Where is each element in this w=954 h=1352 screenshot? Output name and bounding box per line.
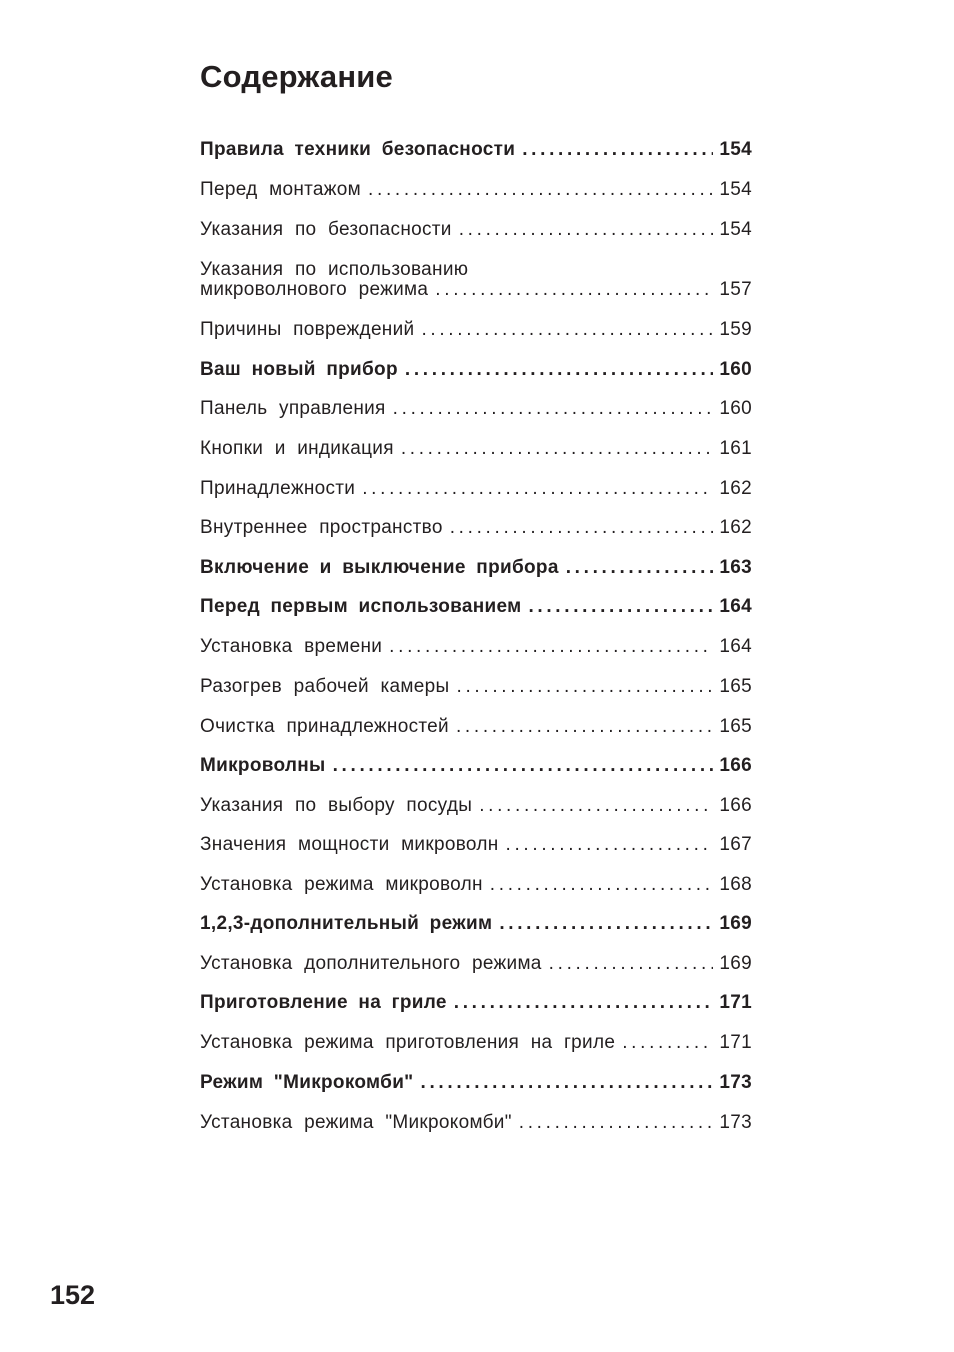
toc-entry-line	[200, 320, 752, 340]
toc-entry-page: 168	[719, 874, 752, 895]
toc-entry-page: 154	[719, 219, 752, 240]
toc-entry-line	[200, 1033, 752, 1053]
dot-leader	[499, 914, 713, 934]
toc-entry-title: Установка режима приготовления на гриле	[200, 1032, 616, 1053]
toc-entry-page: 173	[719, 1072, 752, 1093]
toc-entry[interactable]	[200, 597, 752, 617]
toc-entry-title: 1,2,3-дополнительный режим	[200, 913, 493, 934]
toc-entry[interactable]	[200, 954, 752, 974]
toc-entry-line	[200, 140, 752, 160]
toc-entry[interactable]	[200, 677, 752, 697]
toc-entry-page: 165	[719, 716, 752, 737]
toc-entry-title: Перед монтажом	[200, 179, 362, 200]
toc-entry[interactable]	[200, 220, 752, 240]
toc-entry-line	[200, 954, 752, 974]
page-number: 152	[50, 1280, 96, 1310]
toc-entry[interactable]	[200, 1113, 752, 1133]
toc-entry-page: 166	[719, 755, 752, 776]
toc-entry-line	[200, 637, 752, 657]
dot-leader	[450, 518, 714, 538]
toc-entry-page: 157	[719, 279, 752, 300]
dot-leader	[566, 558, 714, 578]
toc-entry-page: 164	[719, 636, 752, 657]
toc-entry-title: Правила техники безопасности	[200, 139, 516, 160]
toc-entry[interactable]	[200, 360, 752, 380]
toc-entry[interactable]	[200, 260, 752, 300]
dot-leader	[459, 220, 714, 240]
dot-leader	[519, 1113, 714, 1133]
toc-entry-title: Ваш новый прибор	[200, 359, 398, 380]
toc-entry-page: 169	[719, 913, 752, 934]
toc-entry[interactable]	[200, 637, 752, 657]
toc-entry[interactable]	[200, 1033, 752, 1053]
toc-entry-line	[200, 479, 752, 499]
toc-entry-title: Указания по безопасности	[200, 219, 452, 240]
toc-entry-title: Кнопки и индикация	[200, 438, 394, 459]
dot-leader	[479, 796, 713, 816]
dot-leader	[421, 320, 713, 340]
toc-entry-title: Разогрев рабочей камеры	[200, 676, 450, 697]
toc-entry-title: микроволнового режима	[200, 279, 429, 300]
dot-leader	[454, 993, 714, 1013]
toc-entry[interactable]	[200, 835, 752, 855]
toc-entry-line	[200, 597, 752, 617]
page-title: Содержание	[200, 59, 393, 94]
toc-entry-title: Режим "Микрокомби"	[200, 1072, 414, 1093]
toc-entry-line	[200, 399, 752, 419]
toc-entry-title: Перед первым использованием	[200, 596, 522, 617]
toc-entry-line	[200, 835, 752, 855]
toc-entry-title: Установка дополнительного режима	[200, 953, 542, 974]
toc-entry-line	[200, 717, 752, 737]
toc-entry-title: Приготовление на гриле	[200, 992, 447, 1013]
toc-entry-page: 164	[719, 596, 752, 617]
dot-leader	[405, 360, 714, 380]
toc-entry-title: Установка режима "Микрокомби"	[200, 1112, 512, 1133]
toc-entry-line	[200, 280, 752, 300]
toc-entry[interactable]	[200, 180, 752, 200]
toc-entry[interactable]	[200, 717, 752, 737]
toc-entry-title: Установка режима микроволн	[200, 874, 483, 895]
toc-entry-title: Принадлежности	[200, 478, 356, 499]
dot-leader	[401, 439, 714, 459]
toc-entry[interactable]	[200, 914, 752, 934]
dot-leader	[522, 140, 713, 160]
toc-entry-line	[200, 1073, 752, 1093]
dot-leader	[435, 280, 713, 300]
dot-leader	[528, 597, 713, 617]
toc-entry-line	[200, 756, 752, 776]
toc-entry-title: Установка времени	[200, 636, 383, 657]
toc-entry-line	[200, 677, 752, 697]
toc-entry[interactable]	[200, 875, 752, 895]
toc-entry[interactable]	[200, 1073, 752, 1093]
toc-entry-title: Указания по выбору посуды	[200, 795, 473, 816]
dot-leader	[549, 954, 714, 974]
toc-entry-title: Панель управления	[200, 398, 386, 419]
toc-entry-page: 154	[719, 179, 752, 200]
dot-leader	[389, 637, 713, 657]
toc-entry[interactable]	[200, 479, 752, 499]
dot-leader	[393, 399, 714, 419]
toc-entry-line	[200, 1113, 752, 1133]
toc-entry[interactable]	[200, 993, 752, 1013]
toc-entry-page: 159	[719, 319, 752, 340]
toc-entry-line	[200, 558, 752, 578]
toc-entry-page: 154	[719, 139, 752, 160]
toc-entry-line	[200, 914, 752, 934]
toc-entry-line	[200, 360, 752, 380]
toc-entry-title: Включение и выключение прибора	[200, 557, 559, 578]
dot-leader	[368, 180, 713, 200]
toc-entry-title: Очистка принадлежностей	[200, 716, 449, 737]
toc-entry[interactable]	[200, 439, 752, 459]
toc-entry-page: 166	[719, 795, 752, 816]
toc-entry-page: 173	[719, 1112, 752, 1133]
toc-entry-title: Причины повреждений	[200, 319, 415, 340]
toc-entry-line	[200, 875, 752, 895]
toc-entry[interactable]	[200, 756, 752, 776]
toc-entry-page: 167	[719, 834, 752, 855]
toc-entry-line	[200, 518, 752, 538]
toc-entry-page: 169	[719, 953, 752, 974]
toc-entry-page: 162	[719, 478, 752, 499]
dot-leader	[333, 756, 714, 776]
toc-entry-page: 171	[719, 1032, 752, 1053]
toc-entry-line	[200, 220, 752, 240]
toc-entry[interactable]	[200, 399, 752, 419]
toc-entry-page: 160	[719, 398, 752, 419]
dot-leader	[456, 717, 713, 737]
toc-entry-page: 163	[719, 557, 752, 578]
toc-entry-title-first-line: Указания по использованию	[200, 259, 469, 280]
dot-leader	[490, 875, 714, 895]
toc-entry-page: 160	[719, 359, 752, 380]
toc-entry-line	[200, 796, 752, 816]
dot-leader	[506, 835, 714, 855]
dot-leader	[622, 1033, 713, 1053]
toc-entry-title: Микроволны	[200, 755, 326, 776]
toc-entry-page: 161	[719, 438, 752, 459]
toc-entry-page: 162	[719, 517, 752, 538]
toc-entry-page: 171	[719, 992, 752, 1013]
toc-entry[interactable]	[200, 796, 752, 816]
toc-entry-line	[200, 993, 752, 1013]
dot-leader	[362, 479, 713, 499]
dot-leader	[420, 1073, 713, 1093]
dot-leader	[456, 677, 713, 697]
toc-entry-title: Внутреннее пространство	[200, 517, 443, 538]
toc-entry-line	[200, 439, 752, 459]
toc-entry-line	[200, 180, 752, 200]
toc-entry-page: 165	[719, 676, 752, 697]
toc-entry[interactable]	[200, 140, 752, 160]
toc-entry-title: Значения мощности микроволн	[200, 834, 499, 855]
toc-entry[interactable]	[200, 518, 752, 538]
toc-entry[interactable]	[200, 320, 752, 340]
toc-entry[interactable]	[200, 558, 752, 578]
